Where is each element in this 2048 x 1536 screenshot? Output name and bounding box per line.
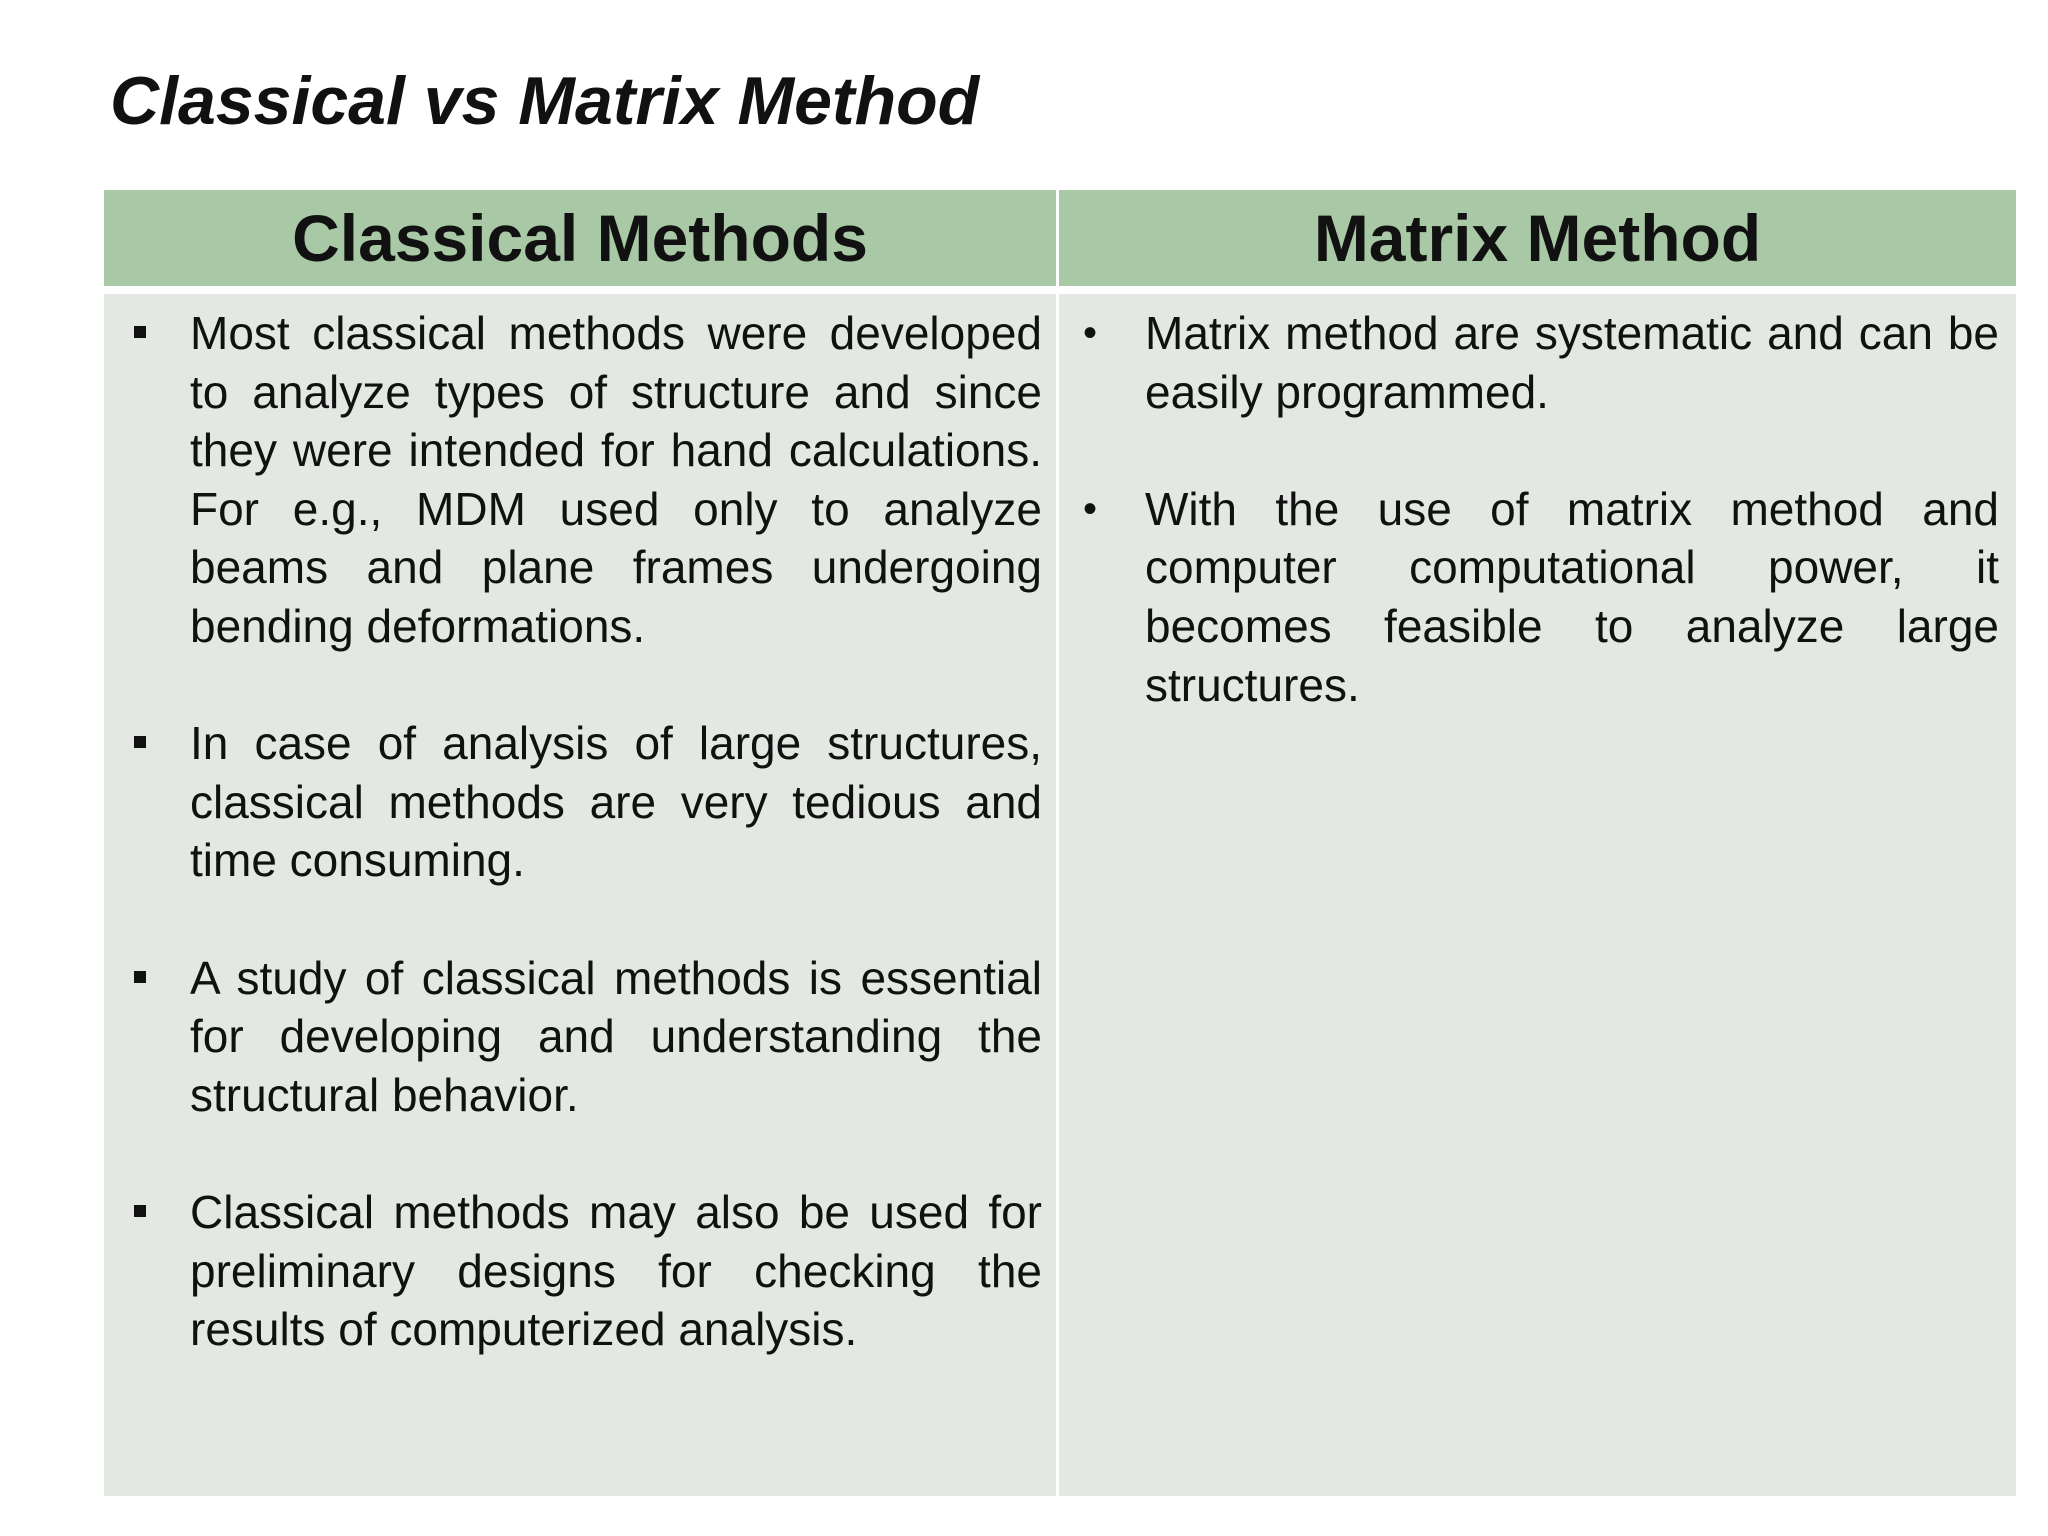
list-item-text: Most classical methods were developed to analyze types of structure and since they were intended for hand calculations. For e.g., MDM used only to analyze beams and plane frames undergoing bending deformations. bbox=[190, 307, 1042, 652]
classical-methods-list bbox=[124, 304, 1042, 1417]
matrix-method-header: Matrix Method bbox=[1059, 190, 2016, 286]
list-item bbox=[124, 949, 1042, 1125]
list-item bbox=[124, 1183, 1042, 1359]
list-item-text: Matrix method are systematic and can be easily programmed. bbox=[1145, 307, 1999, 418]
comparison-table bbox=[104, 190, 2016, 1496]
list-item bbox=[124, 714, 1042, 890]
list-item-text: In case of analysis of large structures, classical methods are very tedious and time consuming. bbox=[190, 717, 1042, 887]
round-bullet-icon: • bbox=[1083, 311, 1098, 355]
list-item bbox=[1079, 304, 1999, 421]
list-item-text: With the use of matrix method and computer computational power, it becomes feasible to analyze large structures. bbox=[1145, 482, 1999, 711]
list-item bbox=[1079, 480, 1999, 714]
classical-methods-header: Classical Methods bbox=[104, 190, 1056, 286]
list-item-text: A study of classical methods is essential for developing and understanding the structural behavior. bbox=[190, 951, 1042, 1121]
matrix-method-cell bbox=[1059, 294, 2016, 1496]
slide-title: Classical vs Matrix Method bbox=[110, 63, 980, 139]
list-item-text: Classical methods may also be used for preliminary designs for checking the results of computerized analysis. bbox=[190, 1185, 1042, 1356]
list-item bbox=[124, 304, 1042, 656]
matrix-method-list bbox=[1079, 304, 1999, 773]
round-bullet-icon: • bbox=[1083, 486, 1098, 531]
classical-methods-cell bbox=[104, 294, 1056, 1496]
